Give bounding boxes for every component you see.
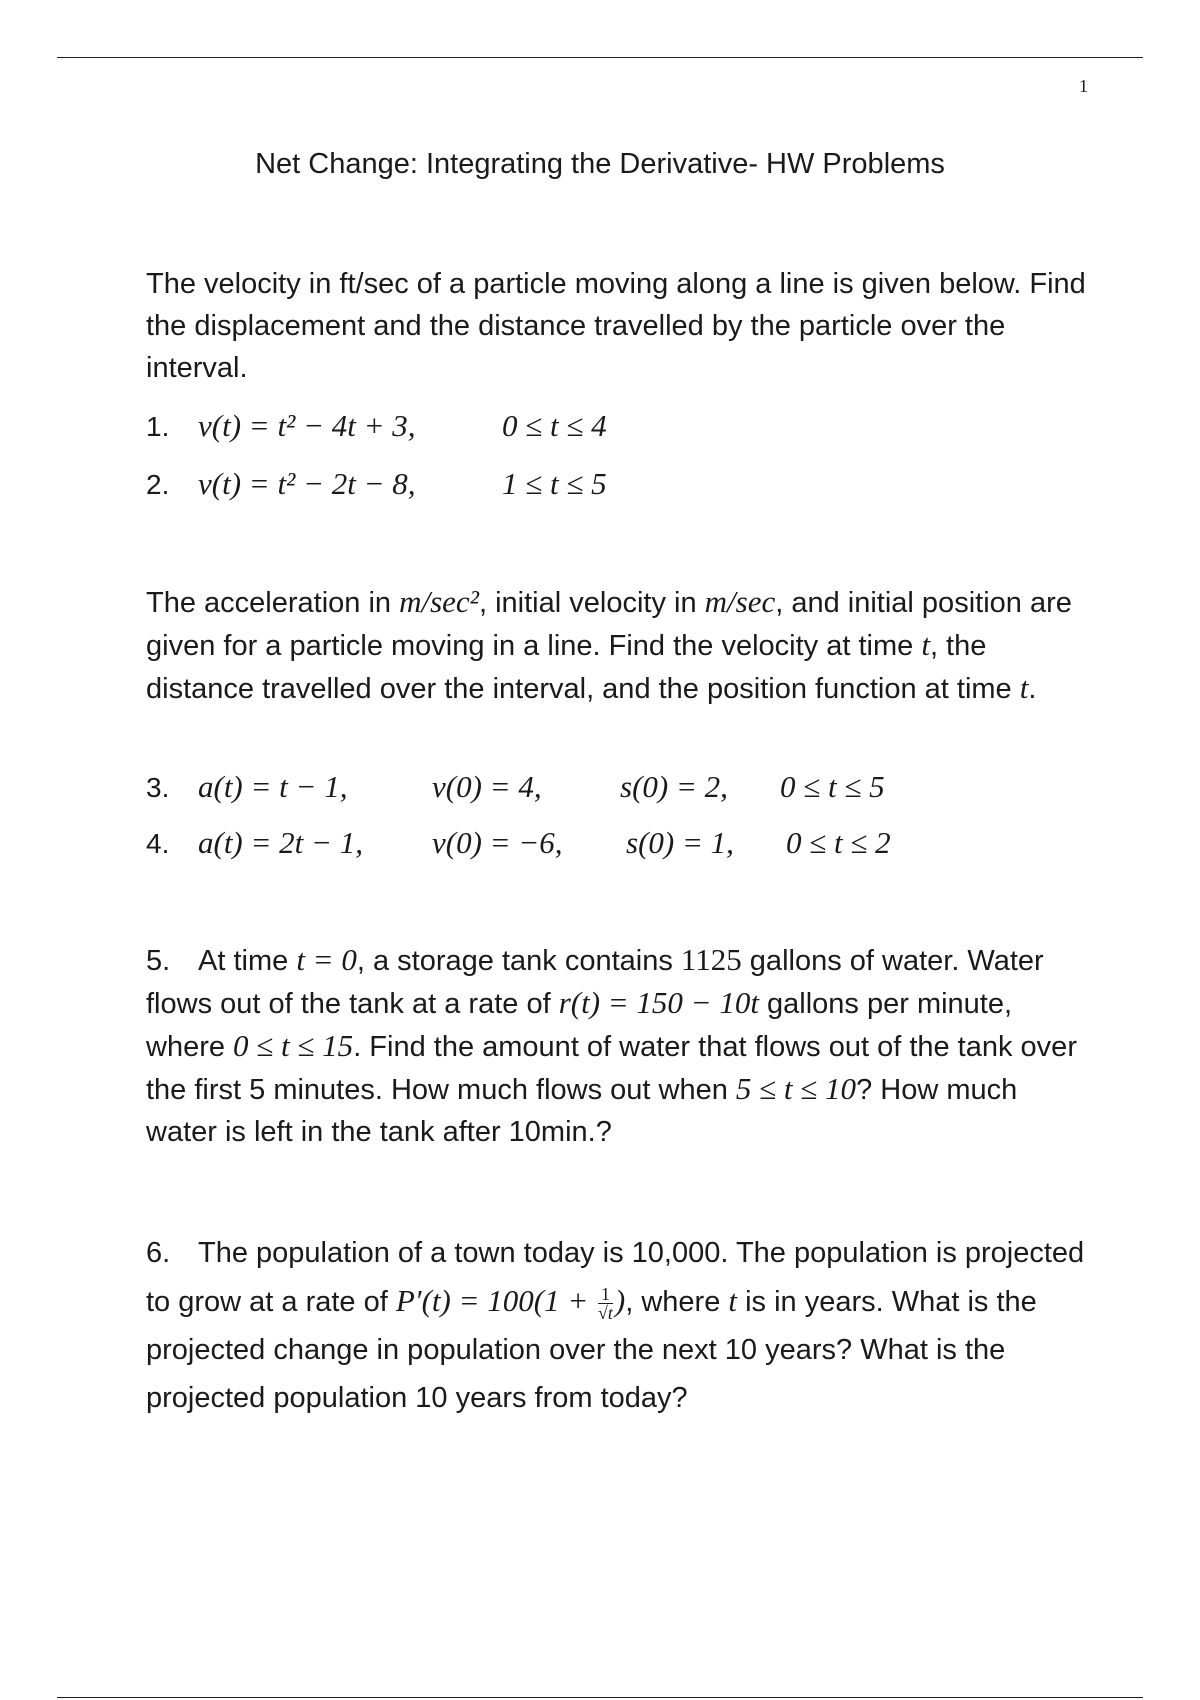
problem-2-interval: 1 ≤ t ≤ 5	[502, 466, 607, 501]
problem-2-function: v(t) = t² − 2t − 8,	[198, 466, 416, 501]
problem-3-initial-position: s(0) = 2,	[620, 769, 728, 804]
page-title: Net Change: Integrating the Derivative- HW Problems	[255, 148, 945, 180]
problem-1-number: 1.	[146, 411, 170, 442]
problem-2	[146, 463, 607, 506]
problem-3-interval: 0 ≤ t ≤ 5	[780, 769, 885, 804]
section2-intro-part-a: The acceleration in	[146, 587, 400, 619]
section2-intro-part-e: .	[1028, 673, 1037, 705]
problem-4-initial-position: s(0) = 1,	[626, 825, 734, 860]
fraction-numerator: 1	[598, 1285, 613, 1304]
variable-t: t	[921, 627, 930, 662]
variable-t: t	[728, 1283, 738, 1318]
bottom-rule	[57, 1697, 1143, 1698]
problem-6-number: 6.	[146, 1237, 171, 1269]
problem-6-rate-lhs: P′(t) = 100(1 +	[395, 1283, 596, 1318]
problem-5-text-4: gallons per minute, where	[146, 988, 1013, 1063]
problem-5-interval: 5 ≤ t ≤ 10	[735, 1071, 857, 1106]
problem-5-text-3: gallons of water. Water flows out of the tank at a rate of	[146, 945, 1044, 1020]
variable-t: t	[1019, 670, 1029, 705]
problem-6-text-1: The population of a town today is 10,000. The population is projected to grow at a rate of	[146, 1237, 1085, 1318]
page-number: 1	[1079, 76, 1088, 96]
problem-1-function: v(t) = t² − 4t + 3,	[198, 408, 416, 443]
section2-intro-part-d: , the distance travelled over the interval, and the position function at time	[146, 630, 1020, 705]
problem-6-fraction	[598, 1285, 613, 1322]
section2-intro-part-c: , and initial position are given for a particle moving in a line. Find the velocity at time	[146, 587, 1072, 662]
problem-5-gallons: 1125	[680, 942, 742, 977]
problem-5-text-2: , a storage tank contains	[356, 945, 681, 977]
problem-5-text-6: ? How much water is left in the tank after 10min.?	[146, 1074, 1018, 1148]
problem-6-rate-rhs: )	[614, 1283, 626, 1318]
problem-5-time-zero: t = 0	[296, 942, 357, 977]
problem-6-text-2: , where	[625, 1286, 729, 1318]
problem-3	[146, 766, 885, 809]
velocity-unit: m/sec	[704, 584, 776, 619]
section2-intro	[146, 581, 1096, 710]
fraction-denominator: √t	[598, 1302, 613, 1323]
problem-4-interval: 0 ≤ t ≤ 2	[786, 825, 891, 860]
problem-6	[146, 1229, 1096, 1422]
top-rule	[57, 57, 1143, 58]
problem-3-number: 3.	[146, 772, 170, 803]
problem-5-text-1: At time	[198, 945, 297, 977]
problem-4-acceleration: a(t) = 2t − 1,	[198, 825, 363, 860]
problem-4	[146, 822, 891, 865]
problem-5-text-5: . Find the amount of water that flows out of the tank over the first 5 minutes. How much flows out when	[146, 1031, 1077, 1106]
problem-5	[146, 939, 1096, 1153]
acceleration-unit: m/sec²	[399, 584, 479, 619]
problem-3-acceleration: a(t) = t − 1,	[198, 769, 348, 804]
problem-6-text-3: is in years. What is the projected change in population over the next 10 years? What is the projected population 10 years from today?	[146, 1286, 1037, 1414]
problem-3-initial-velocity: v(0) = 4,	[432, 769, 542, 804]
problem-5-rate: r(t) = 150 − 10t	[558, 985, 759, 1020]
problem-4-number: 4.	[146, 828, 170, 859]
section1-intro: The velocity in ft/sec of a particle moving along a line is given below. Find the displacement and the distance travelled by the particle over the interval.	[146, 268, 1086, 384]
problem-4-initial-velocity: v(0) = −6,	[432, 825, 563, 860]
problem-5-domain: 0 ≤ t ≤ 15	[233, 1028, 354, 1063]
section2-intro-part-b: , initial velocity in	[478, 587, 705, 619]
problem-2-number: 2.	[146, 469, 170, 500]
problem-1-interval: 0 ≤ t ≤ 4	[502, 408, 607, 443]
problem-1	[146, 405, 607, 448]
problem-5-number: 5.	[146, 945, 171, 977]
